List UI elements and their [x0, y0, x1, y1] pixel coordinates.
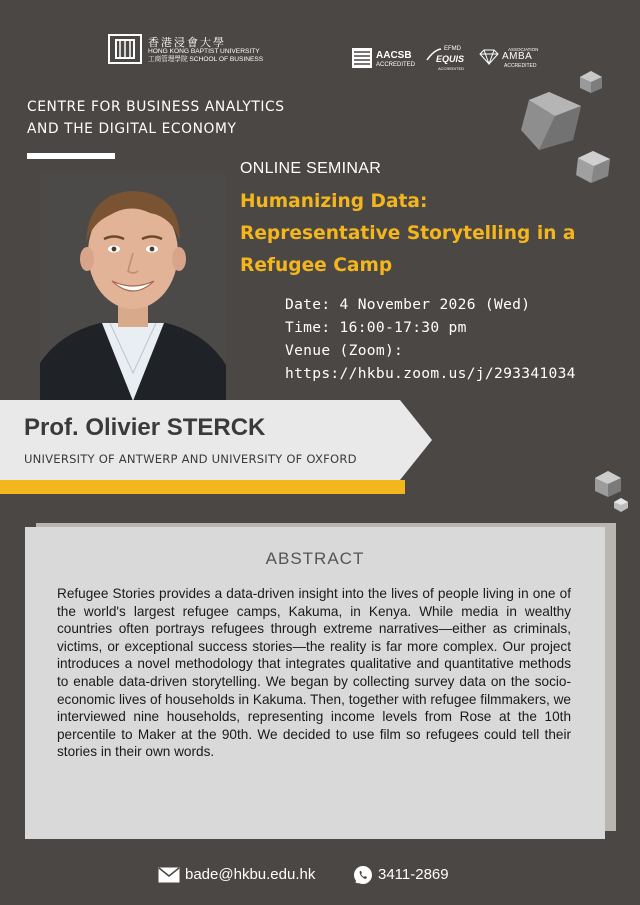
amba-top: ASSOCIATION [508, 47, 539, 52]
university-name-chinese: 香港浸會大學 [148, 36, 226, 49]
contact-phone[interactable]: 3411-2869 [378, 866, 449, 883]
contact-email[interactable]: bade@hkbu.edu.hk [185, 866, 316, 883]
talk-title-line3: Refugee Camp [240, 255, 393, 276]
centre-title-line1: CENTRE FOR BUSINESS ANALYTICS [27, 99, 285, 115]
centre-title-underline [27, 153, 115, 159]
email-icon [158, 867, 180, 883]
abstract-panel [25, 527, 605, 839]
hkbu-emblem-icon [108, 32, 142, 66]
amba-sub: ACCREDITED [504, 63, 537, 69]
university-name-line: HONG KONG BAPTIST UNIVERSITY [148, 48, 260, 55]
tiny-cube-decoration [614, 498, 628, 512]
hkbu-logo [108, 32, 276, 70]
speaker-portrait-image [40, 173, 226, 401]
large-cube-decoration [519, 90, 583, 152]
equis-logo [426, 46, 470, 72]
medium-cube-decoration [575, 150, 611, 184]
school-name-line: 工商管理學院 SCHOOL OF BUSINESS [148, 56, 264, 63]
aacsb-sub: ACCREDITED [376, 62, 416, 68]
seminar-type: ONLINE SEMINAR [240, 160, 382, 177]
aacsb-logo [352, 46, 416, 72]
event-venue-label: Venue (Zoom): [285, 342, 404, 359]
talk-title-line2: Representative Storytelling in a [240, 223, 576, 244]
university-name-english [148, 48, 263, 64]
event-details [285, 293, 576, 385]
aacsb-emblem-icon [352, 48, 372, 68]
speaker-photo [40, 173, 226, 401]
cube-near-banner-decoration [594, 470, 622, 498]
event-date: Date: 4 November 2026 (Wed) [285, 296, 531, 313]
accent-bar [0, 480, 405, 494]
equis-name: EQUIS [436, 54, 465, 64]
centre-title [27, 96, 285, 140]
whatsapp-phone-icon [353, 865, 373, 885]
talk-title [240, 186, 630, 282]
talk-title-line1: Humanizing Data: [240, 191, 428, 212]
amba-diamond-icon [478, 49, 500, 65]
equis-top: EFMD [444, 46, 461, 52]
speaker-affiliation: UNIVERSITY OF ANTWERP AND UNIVERSITY OF OXFORD [24, 452, 357, 466]
event-time: Time: 16:00-17:30 pm [285, 319, 467, 336]
abstract-body: Refugee Stories provides a data-driven insight into the lives of people living in one of the world's largest refugee camps, Kakuma, in Kenya. While media in wealthy countries often portrays refugees through extreme narratives—either as criminals, victims, or exceptional success stories—the reality is far more complex. Our project introduces a novel methodology that integrates qualitative and quantitative methods to enable data-driven storytelling. We began by collecting survey data on the socio-economic lives of households in Kakuma. Then, together with refugee filmmakers, we interviewed nine households, representing income levels from Rose at the 10th percentile to Maker at the 90th. We decided to use film so refugees could tell their stories in their own words. [57, 586, 571, 760]
centre-title-line2: AND THE DIGITAL ECONOMY [27, 121, 237, 137]
amba-name: AMBA [502, 51, 533, 62]
amba-logo [478, 46, 540, 72]
equis-sub: ACCREDITED [438, 66, 465, 71]
abstract-heading: ABSTRACT [265, 549, 365, 568]
speaker-name: Prof. Olivier STERCK [24, 414, 266, 441]
zoom-link[interactable]: https://hkbu.zoom.us/j/293341034 [285, 365, 576, 382]
aacsb-name: AACSB [376, 50, 412, 61]
